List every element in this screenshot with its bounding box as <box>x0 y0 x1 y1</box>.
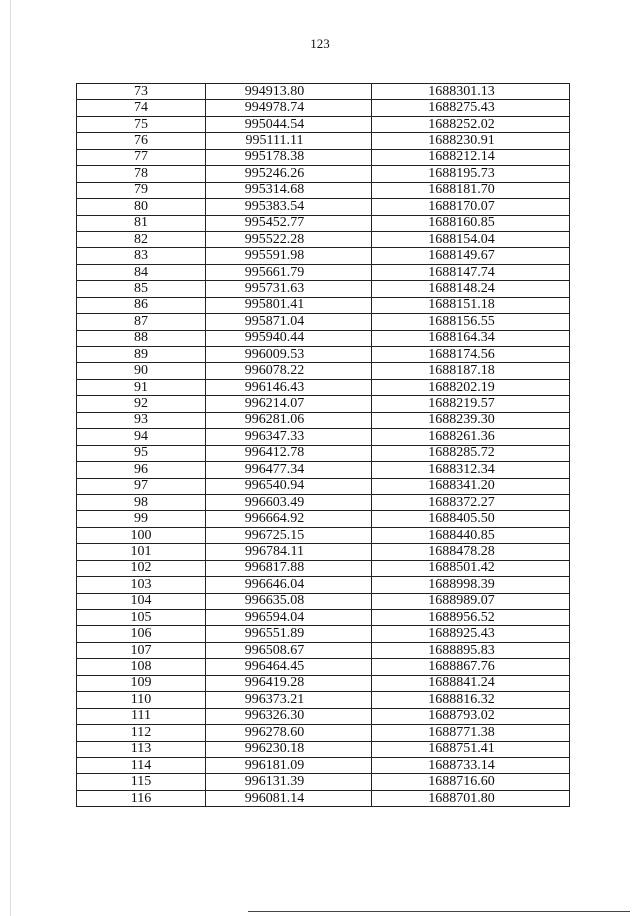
x-coordinate-cell: 995801.41 <box>206 297 372 313</box>
page-number: 123 <box>310 36 330 51</box>
y-coordinate-cell: 1688405.50 <box>372 511 570 527</box>
table-row <box>77 182 570 198</box>
y-coordinate-cell: 1688156.55 <box>372 314 570 330</box>
table-row <box>77 264 570 280</box>
table-row <box>77 297 570 313</box>
table-row <box>77 659 570 675</box>
x-coordinate-cell: 996725.15 <box>206 527 372 543</box>
x-coordinate-cell: 996009.53 <box>206 347 372 363</box>
y-coordinate-cell: 1688440.85 <box>372 527 570 543</box>
x-coordinate-cell: 996146.43 <box>206 379 372 395</box>
y-coordinate-cell: 1688252.02 <box>372 116 570 132</box>
y-coordinate-cell: 1688195.73 <box>372 166 570 182</box>
table-row <box>77 396 570 412</box>
x-coordinate-cell: 996477.34 <box>206 462 372 478</box>
point-number-cell: 80 <box>77 199 206 215</box>
point-number-cell: 86 <box>77 297 206 313</box>
table-row <box>77 708 570 724</box>
point-number-cell: 96 <box>77 462 206 478</box>
point-number-cell: 85 <box>77 281 206 297</box>
point-number-cell: 97 <box>77 478 206 494</box>
x-coordinate-cell: 996131.39 <box>206 774 372 790</box>
point-number-cell: 95 <box>77 445 206 461</box>
x-coordinate-cell: 996078.22 <box>206 363 372 379</box>
table-row <box>77 215 570 231</box>
table-row <box>77 379 570 395</box>
x-coordinate-cell: 995731.63 <box>206 281 372 297</box>
x-coordinate-cell: 996373.21 <box>206 692 372 708</box>
table-row <box>77 494 570 510</box>
point-number-cell: 89 <box>77 347 206 363</box>
point-number-cell: 94 <box>77 429 206 445</box>
point-number-cell: 111 <box>77 708 206 724</box>
x-coordinate-cell: 994978.74 <box>206 100 372 116</box>
scan-edge-line <box>10 0 11 916</box>
y-coordinate-cell: 1688149.67 <box>372 248 570 264</box>
point-number-cell: 87 <box>77 314 206 330</box>
point-number-cell: 102 <box>77 560 206 576</box>
y-coordinate-cell: 1688478.28 <box>372 544 570 560</box>
table-row <box>77 149 570 165</box>
table-row <box>77 774 570 790</box>
y-coordinate-cell: 1688285.72 <box>372 445 570 461</box>
y-coordinate-cell: 1688771.38 <box>372 725 570 741</box>
table-row <box>77 725 570 741</box>
point-number-cell: 78 <box>77 166 206 182</box>
table-row <box>77 231 570 247</box>
x-coordinate-cell: 995314.68 <box>206 182 372 198</box>
point-number-cell: 109 <box>77 675 206 691</box>
coordinates-table-body <box>77 84 570 807</box>
y-coordinate-cell: 1688181.70 <box>372 182 570 198</box>
y-coordinate-cell: 1688733.14 <box>372 757 570 773</box>
x-coordinate-cell: 996603.49 <box>206 494 372 510</box>
table-row <box>77 642 570 658</box>
table-row <box>77 527 570 543</box>
y-coordinate-cell: 1688261.36 <box>372 429 570 445</box>
table-row <box>77 330 570 346</box>
y-coordinate-cell: 1688219.57 <box>372 396 570 412</box>
table-row <box>77 347 570 363</box>
table-row <box>77 363 570 379</box>
point-number-cell: 103 <box>77 577 206 593</box>
y-coordinate-cell: 1688174.56 <box>372 347 570 363</box>
x-coordinate-cell: 995178.38 <box>206 149 372 165</box>
x-coordinate-cell: 996412.78 <box>206 445 372 461</box>
y-coordinate-cell: 1688925.43 <box>372 626 570 642</box>
x-coordinate-cell: 995522.28 <box>206 231 372 247</box>
y-coordinate-cell: 1688998.39 <box>372 577 570 593</box>
x-coordinate-cell: 995044.54 <box>206 116 372 132</box>
x-coordinate-cell: 995940.44 <box>206 330 372 346</box>
y-coordinate-cell: 1688816.32 <box>372 692 570 708</box>
point-number-cell: 83 <box>77 248 206 264</box>
table-row <box>77 84 570 100</box>
x-coordinate-cell: 996508.67 <box>206 642 372 658</box>
table-row <box>77 790 570 806</box>
x-coordinate-cell: 995871.04 <box>206 314 372 330</box>
table-row <box>77 281 570 297</box>
x-coordinate-cell: 994913.80 <box>206 84 372 100</box>
point-number-cell: 108 <box>77 659 206 675</box>
y-coordinate-cell: 1688239.30 <box>372 412 570 428</box>
x-coordinate-cell: 995111.11 <box>206 133 372 149</box>
table-row <box>77 445 570 461</box>
y-coordinate-cell: 1688170.07 <box>372 199 570 215</box>
table-row <box>77 757 570 773</box>
point-number-cell: 104 <box>77 593 206 609</box>
y-coordinate-cell: 1688501.42 <box>372 560 570 576</box>
point-number-cell: 84 <box>77 264 206 280</box>
table-row <box>77 314 570 330</box>
table-row <box>77 626 570 642</box>
x-coordinate-cell: 995591.98 <box>206 248 372 264</box>
x-coordinate-cell: 996230.18 <box>206 741 372 757</box>
point-number-cell: 91 <box>77 379 206 395</box>
x-coordinate-cell: 995383.54 <box>206 199 372 215</box>
bottom-rule <box>248 911 630 912</box>
y-coordinate-cell: 1688989.07 <box>372 593 570 609</box>
point-number-cell: 101 <box>77 544 206 560</box>
table-row <box>77 429 570 445</box>
x-coordinate-cell: 996214.07 <box>206 396 372 412</box>
x-coordinate-cell: 996540.94 <box>206 478 372 494</box>
y-coordinate-cell: 1688956.52 <box>372 610 570 626</box>
point-number-cell: 90 <box>77 363 206 379</box>
table-row <box>77 675 570 691</box>
table-row <box>77 544 570 560</box>
y-coordinate-cell: 1688372.27 <box>372 494 570 510</box>
point-number-cell: 73 <box>77 84 206 100</box>
x-coordinate-cell: 996817.88 <box>206 560 372 576</box>
point-number-cell: 93 <box>77 412 206 428</box>
y-coordinate-cell: 1688202.19 <box>372 379 570 395</box>
table-row <box>77 412 570 428</box>
x-coordinate-cell: 996326.30 <box>206 708 372 724</box>
y-coordinate-cell: 1688147.74 <box>372 264 570 280</box>
point-number-cell: 98 <box>77 494 206 510</box>
x-coordinate-cell: 996181.09 <box>206 757 372 773</box>
y-coordinate-cell: 1688164.34 <box>372 330 570 346</box>
y-coordinate-cell: 1688341.20 <box>372 478 570 494</box>
point-number-cell: 82 <box>77 231 206 247</box>
y-coordinate-cell: 1688716.60 <box>372 774 570 790</box>
point-number-cell: 114 <box>77 757 206 773</box>
x-coordinate-cell: 996419.28 <box>206 675 372 691</box>
y-coordinate-cell: 1688751.41 <box>372 741 570 757</box>
table-row <box>77 116 570 132</box>
point-number-cell: 88 <box>77 330 206 346</box>
table-row <box>77 199 570 215</box>
x-coordinate-cell: 996464.45 <box>206 659 372 675</box>
y-coordinate-cell: 1688160.85 <box>372 215 570 231</box>
point-number-cell: 75 <box>77 116 206 132</box>
x-coordinate-cell: 996784.11 <box>206 544 372 560</box>
x-coordinate-cell: 996081.14 <box>206 790 372 806</box>
table-row <box>77 692 570 708</box>
point-number-cell: 115 <box>77 774 206 790</box>
point-number-cell: 107 <box>77 642 206 658</box>
point-number-cell: 74 <box>77 100 206 116</box>
y-coordinate-cell: 1688187.18 <box>372 363 570 379</box>
y-coordinate-cell: 1688312.34 <box>372 462 570 478</box>
point-number-cell: 112 <box>77 725 206 741</box>
point-number-cell: 105 <box>77 610 206 626</box>
point-number-cell: 99 <box>77 511 206 527</box>
y-coordinate-cell: 1688701.80 <box>372 790 570 806</box>
point-number-cell: 100 <box>77 527 206 543</box>
x-coordinate-cell: 995452.77 <box>206 215 372 231</box>
point-number-cell: 106 <box>77 626 206 642</box>
y-coordinate-cell: 1688895.83 <box>372 642 570 658</box>
table-row <box>77 462 570 478</box>
x-coordinate-cell: 996278.60 <box>206 725 372 741</box>
x-coordinate-cell: 996347.33 <box>206 429 372 445</box>
y-coordinate-cell: 1688841.24 <box>372 675 570 691</box>
table-row <box>77 741 570 757</box>
point-number-cell: 116 <box>77 790 206 806</box>
table-row <box>77 560 570 576</box>
table-row <box>77 511 570 527</box>
x-coordinate-cell: 995246.26 <box>206 166 372 182</box>
point-number-cell: 110 <box>77 692 206 708</box>
point-number-cell: 77 <box>77 149 206 165</box>
y-coordinate-cell: 1688301.13 <box>372 84 570 100</box>
table-row <box>77 478 570 494</box>
table-row <box>77 577 570 593</box>
x-coordinate-cell: 996551.89 <box>206 626 372 642</box>
x-coordinate-cell: 996646.04 <box>206 577 372 593</box>
x-coordinate-cell: 996664.92 <box>206 511 372 527</box>
x-coordinate-cell: 996594.04 <box>206 610 372 626</box>
coordinates-table <box>76 83 570 807</box>
point-number-cell: 76 <box>77 133 206 149</box>
y-coordinate-cell: 1688275.43 <box>372 100 570 116</box>
x-coordinate-cell: 996635.08 <box>206 593 372 609</box>
table-row <box>77 100 570 116</box>
y-coordinate-cell: 1688151.18 <box>372 297 570 313</box>
point-number-cell: 113 <box>77 741 206 757</box>
table-row <box>77 133 570 149</box>
table-row <box>77 248 570 264</box>
point-number-cell: 81 <box>77 215 206 231</box>
table-row <box>77 593 570 609</box>
table-row <box>77 610 570 626</box>
y-coordinate-cell: 1688867.76 <box>372 659 570 675</box>
y-coordinate-cell: 1688793.02 <box>372 708 570 724</box>
x-coordinate-cell: 995661.79 <box>206 264 372 280</box>
point-number-cell: 79 <box>77 182 206 198</box>
y-coordinate-cell: 1688230.91 <box>372 133 570 149</box>
point-number-cell: 92 <box>77 396 206 412</box>
y-coordinate-cell: 1688148.24 <box>372 281 570 297</box>
x-coordinate-cell: 996281.06 <box>206 412 372 428</box>
table-row <box>77 166 570 182</box>
y-coordinate-cell: 1688212.14 <box>372 149 570 165</box>
y-coordinate-cell: 1688154.04 <box>372 231 570 247</box>
